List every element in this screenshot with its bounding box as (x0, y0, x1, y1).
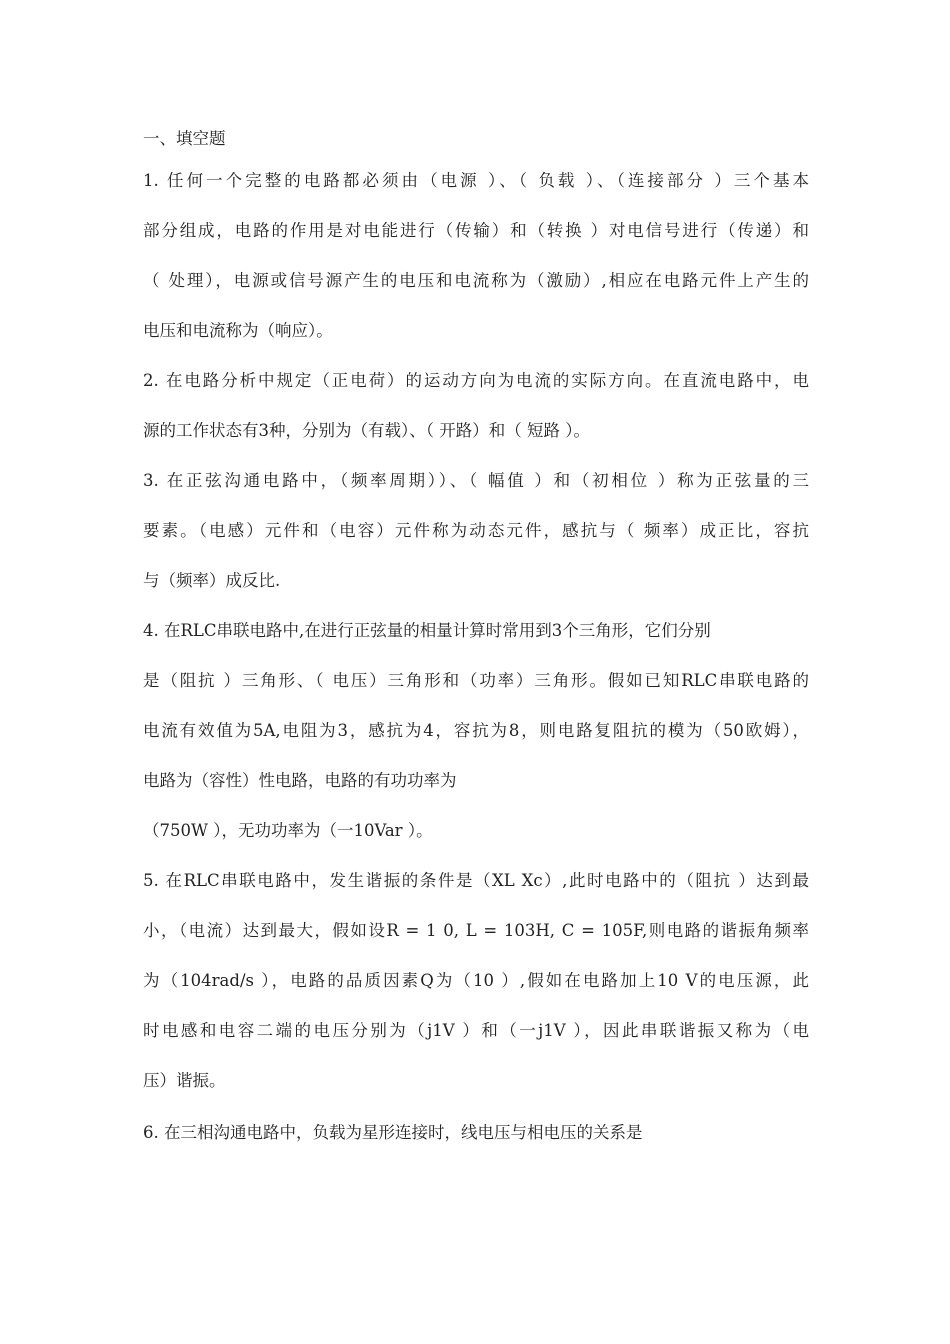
q4-line-1: 4. 在RLC串联电路中,在进行正弦量的相量计算时常用到3个三角形，它们分别 (143, 621, 711, 640)
q4-line-5: （750W ），无功功率为（一10Var ）。 (143, 821, 433, 840)
q1-line-1: 1. 任何一个完整的电路都必须由（电源 ）、（ 负载 ）、（连接部分 ）三个基本 (143, 171, 809, 190)
q3-line-3: 与（频率）成反比. (143, 571, 281, 590)
q5-line-2: 小，（电流）达到最大，假如设R = 1 0, L = 103H, C = 105F,则电路的谐振角频率 (143, 921, 809, 940)
q4-line-3: 电流有效值为5A,电阻为3，感抗为4，容抗为8，则电路复阻抗的模为（50欧姆）， (143, 721, 809, 740)
q5-line-3: 为（104rad/s ），电路的品质因素Q为（10 ）,假如在电路加上10 V的电压源，此 (143, 971, 809, 990)
q1-line-4: 电压和电流称为（响应）。 (143, 321, 333, 340)
q4-line-4: 电路为（容性）性电路，电路的有功功率为 (143, 771, 457, 790)
q6-line-1: 6. 在三相沟通电路中，负载为星形连接时，线电压与相电压的关系是 (143, 1123, 643, 1142)
section-heading: 一、填空题 (143, 129, 226, 148)
q2-line-1: 2. 在电路分析中规定（正电荷）的运动方向为电流的实际方向。在直流电路中，电 (143, 371, 809, 390)
q1-line-2: 部分组成，电路的作用是对电能进行（传输）和（转换 ）对电信号进行（传递）和 (143, 221, 809, 240)
q2-line-2: 源的工作状态有3种，分别为（有载）、（ 开路）和（ 短路 ）。 (143, 421, 590, 440)
q5-line-5: 压）谐振。 (143, 1071, 226, 1090)
q5-line-1: 5. 在RLC串联电路中，发生谐振的条件是（XL Xc）,此时电路中的（阻抗 ）达到最 (143, 871, 809, 890)
q1-line-3: （ 处理），电源或信号源产生的电压和电流称为（激励）,相应在电路元件上产生的 (143, 271, 809, 290)
q5-line-4: 时电感和电容二端的电压分别为（j1V ）和（一j1V ），因此串联谐振又称为（电 (143, 1021, 809, 1040)
q3-line-2: 要素。（电感）元件和（电容）元件称为动态元件，感抗与（ 频率）成正比，容抗 (143, 521, 809, 540)
q4-line-2: 是（阻抗 ）三角形、（ 电压）三角形和（功率）三角形。假如已知RLC串联电路的 (143, 671, 809, 690)
q3-line-1: 3. 在正弦沟通电路中，（频率周期））、（ 幅值 ）和（初相位 ）称为正弦量的三 (143, 471, 809, 490)
